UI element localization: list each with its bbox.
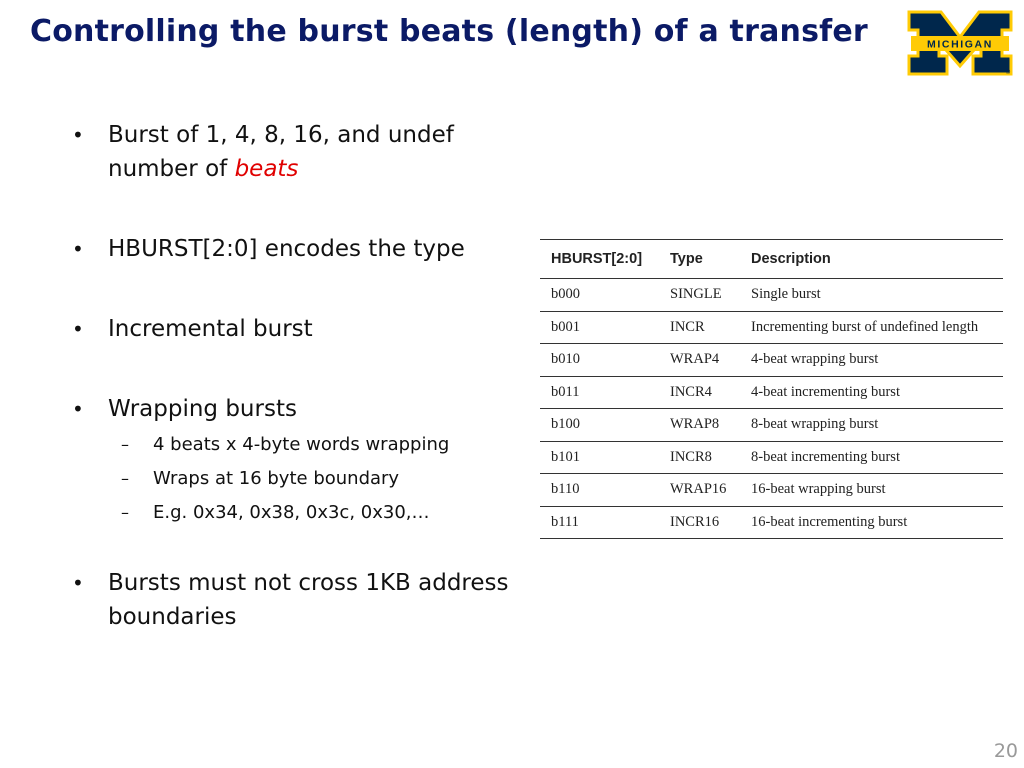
sub-bullet-dash: – xyxy=(121,435,129,454)
bullet-dot: • xyxy=(72,237,84,261)
bullet-incremental xyxy=(72,312,522,346)
sub-bullet xyxy=(108,462,522,496)
hburst-table xyxy=(540,239,1003,539)
table-header-row xyxy=(540,240,1003,279)
cell-hburst: b011 xyxy=(540,376,659,409)
cell-type: WRAP4 xyxy=(659,344,740,377)
michigan-logo xyxy=(907,10,1013,76)
slide-title: Controlling the burst beats (length) of a transfer xyxy=(30,14,868,49)
column-header-description: Description xyxy=(740,240,1003,279)
bullet-wrapping xyxy=(72,392,522,530)
cell-hburst: b101 xyxy=(540,441,659,474)
cell-type: WRAP8 xyxy=(659,409,740,442)
table-row xyxy=(540,441,1003,474)
sub-bullet-text: Wraps at 16 byte boundary xyxy=(153,468,400,489)
table-row xyxy=(540,409,1003,442)
bullet-dot: • xyxy=(72,317,84,341)
table-row xyxy=(540,311,1003,344)
table-row xyxy=(540,279,1003,312)
table-row xyxy=(540,344,1003,377)
cell-description: Single burst xyxy=(740,279,1003,312)
cell-hburst: b001 xyxy=(540,311,659,344)
bullet-text: Burst of 1, 4, 8, 16, and undef number of xyxy=(108,122,454,182)
cell-type: INCR4 xyxy=(659,376,740,409)
cell-hburst: b000 xyxy=(540,279,659,312)
cell-description: 8-beat wrapping burst xyxy=(740,409,1003,442)
bullet-list xyxy=(72,118,522,680)
bullet-dot: • xyxy=(72,123,84,147)
bullet-1kb-boundary xyxy=(72,566,522,634)
wrapping-sublist xyxy=(108,428,522,530)
bullet-text: Bursts must not cross 1KB address boundaries xyxy=(108,570,509,630)
bullet-dot: • xyxy=(72,571,84,595)
cell-description: 8-beat incrementing burst xyxy=(740,441,1003,474)
bullet-burst-lengths xyxy=(72,118,522,186)
bullet-text: Incremental burst xyxy=(108,316,313,342)
table-row xyxy=(540,506,1003,539)
cell-type: SINGLE xyxy=(659,279,740,312)
logo-wordmark: MICHIGAN xyxy=(927,38,993,51)
cell-description: 4-beat incrementing burst xyxy=(740,376,1003,409)
bullet-dot: • xyxy=(72,397,84,421)
cell-description: 4-beat wrapping burst xyxy=(740,344,1003,377)
bullet-text: HBURST[2:0] encodes the type xyxy=(108,236,465,262)
cell-hburst: b110 xyxy=(540,474,659,507)
cell-description: 16-beat wrapping burst xyxy=(740,474,1003,507)
cell-type: INCR16 xyxy=(659,506,740,539)
cell-description: Incrementing burst of undefined length xyxy=(740,311,1003,344)
page-number: 20 xyxy=(993,740,1018,762)
table-row xyxy=(540,474,1003,507)
table-row xyxy=(540,376,1003,409)
bullet-hburst-encoding xyxy=(72,232,522,266)
cell-type: INCR xyxy=(659,311,740,344)
column-header-hburst: HBURST[2:0] xyxy=(540,240,659,279)
bullet-text: Wrapping bursts xyxy=(108,396,297,422)
sub-bullet-text: E.g. 0x34, 0x38, 0x3c, 0x30,… xyxy=(153,502,430,523)
sub-bullet xyxy=(108,496,522,530)
bullet-emphasis: beats xyxy=(234,156,299,182)
column-header-type: Type xyxy=(659,240,740,279)
cell-hburst: b100 xyxy=(540,409,659,442)
sub-bullet-dash: – xyxy=(121,469,129,488)
sub-bullet xyxy=(108,428,522,462)
cell-hburst: b111 xyxy=(540,506,659,539)
cell-hburst: b010 xyxy=(540,344,659,377)
cell-type: WRAP16 xyxy=(659,474,740,507)
cell-description: 16-beat incrementing burst xyxy=(740,506,1003,539)
registered-mark: ® xyxy=(1005,70,1011,76)
sub-bullet-dash: – xyxy=(121,503,129,522)
sub-bullet-text: 4 beats x 4-byte words wrapping xyxy=(153,434,450,455)
cell-type: INCR8 xyxy=(659,441,740,474)
